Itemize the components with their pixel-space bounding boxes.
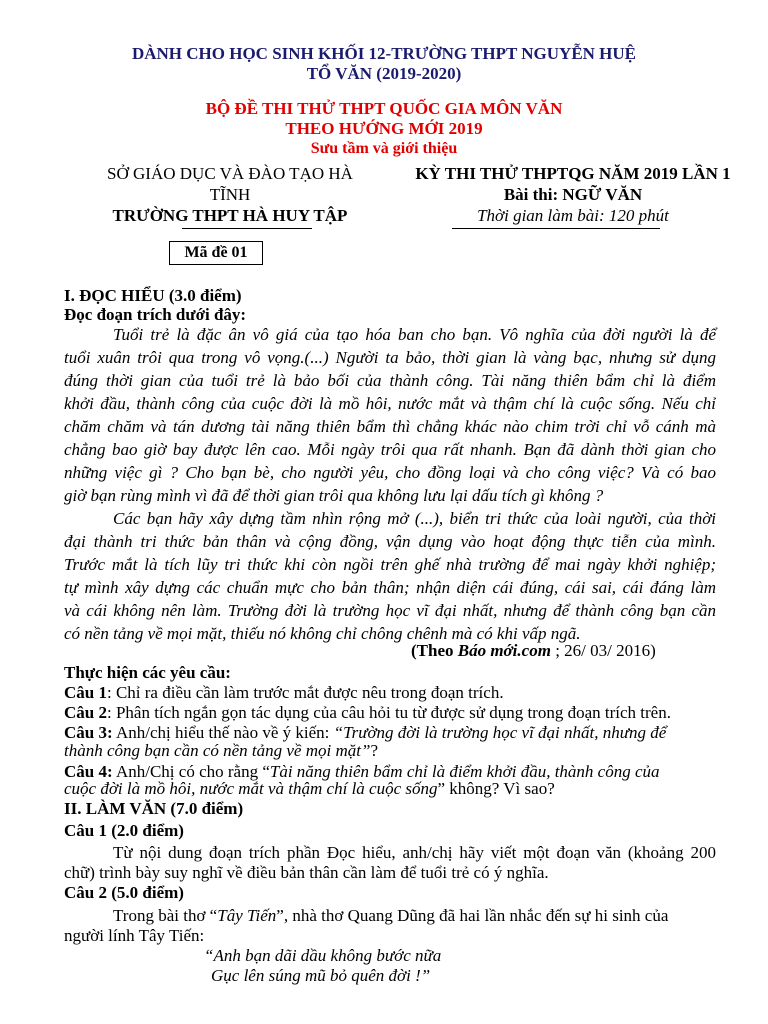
question-3-text: Anh/chị hiểu thế nào về ý kiến: [112,723,334,742]
part2-heading: II. LÀM VĂN (7.0 điểm) [64,799,244,818]
source-name: Báo mới.com [457,641,551,660]
source-citation [411,641,656,661]
poem-line-2: Gục lên súng mũ bỏ quên đời !” [211,966,431,985]
red-subtitle: Sưu tầm và giới thiệu [310,140,458,157]
question-4-quote: Tài năng thiên bẩm chỉ là điểm khởi đầu, thành công của [269,762,660,781]
essay-question-2-label: Câu 2 (5.0 điểm) [64,883,184,902]
question-4-quote-cont: cuộc đời là mồ hôi, nước mắt và thậm chí là cuộc sống [64,779,438,798]
source-suffix: ; 26/ 03/ 2016) [550,641,656,660]
passage-line: Tuổi trẻ là đặc ân vô giá của tạo hóa ban cho bạn. Vô nghĩa của đời người là để [113,325,716,344]
header-line-2: TỔ VĂN (2019-2020) [306,64,462,83]
part1-intro: Đọc đoạn trích dưới đây: [64,305,247,324]
question-3-quote-cont: thành công bạn cần có nền tảng về mọi mặt” [64,741,371,760]
question-4-label: Câu 4: [64,762,113,781]
question-2 [64,703,671,723]
essay-question-2-post: ”, nhà thơ Quang Dũng đã hai lần nhắc đến sự hi sinh của [276,906,669,925]
passage-line: đại thành tri thức bản thân và cộng đồng, vận dụng vào hoạt động thực tiễn của mình. [64,532,716,551]
red-title-2: THEO HƯỚNG MỚI 2019 [285,119,483,138]
passage-line: Các bạn hãy xây dựng tầm nhìn rộng mở (...), biển tri thức của loài người, của thời [113,509,716,528]
passage-line: có nền tảng về mọi mặt, thiếu nó không chỉ chông chênh mà có khi vấp ngã. [64,624,581,643]
exam-subject: Bài thi: NGỮ VĂN [503,185,643,204]
essay-question-2-line-1 [113,906,668,926]
poem-line-1: “Anh bạn dãi dầu không bước nữa [204,946,442,965]
passage-line: chẳng bao giờ bay được lên cao. Mỗi ngày trôi qua rất nhanh. Bạn đã dành thời gian cho [64,440,716,459]
question-1-text: : Chỉ ra điều cần làm trước mắt được nêu trong đoạn trích. [106,683,504,702]
question-3-label: Câu 3: [64,723,113,742]
department-line-2: TĨNH [209,185,251,204]
question-4-cont [64,779,555,799]
source-prefix: (Theo [411,641,458,660]
question-3-cont [64,741,378,761]
essay-question-1-label: Câu 1 (2.0 điểm) [64,821,184,840]
question-2-label: Câu 2 [64,703,107,722]
poem-title: Tây Tiến [217,906,277,925]
question-4-end: ” không? Vì sao? [437,779,555,798]
exam-title: KỲ THI THỬ THPTQG NĂM 2019 LẦN 1 [415,164,731,183]
exam-code-box: Mã đề 01 [169,241,263,265]
passage-line: đúng thời gian của tuổi trẻ là bảo bối của thành công. Tài năng thiên bẩm chỉ là điểm [64,371,716,390]
passage-line: những việc gì ? Cho bạn bè, cho người yêu, cho đồng loại và cho công việc? Và có bao [64,463,716,482]
question-3-quote: “Trường đời là trường học vĩ đại nhất, nhưng để [333,723,667,742]
school-underline [182,228,312,229]
part1-heading: I. ĐỌC HIỂU (3.0 điểm) [64,286,242,305]
question-3-end: ? [370,741,378,760]
passage-line: Trước mắt là tích lũy tri thức khi còn ngồi trên ghế nhà trường để mai ngày khởi nghiệp; [64,555,716,574]
passage-line: tự mình xây dựng các chuẩn mực cho bản thân; nhận diện cái đúng, cái sai, cái đáng làm [64,578,716,597]
red-title-1: BỘ ĐỀ THI THỬ THPT QUỐC GIA MÔN VĂN [205,99,563,118]
exam-time: Thời gian làm bài: 120 phút [477,206,669,225]
passage-line: chăm chăm và tán dương tài năng thiên bẩm thì chẳng khác nào chim trời chỉ vỗ cánh mà [64,417,716,436]
passage-line: giờ bạn rùng mình vì đã để thời gian trôi qua không lưu lại dấu tích gì không ? [64,486,604,505]
passage-line: tuổi xuân trôi qua trong vô vọng.(...) Người ta bảo, thời gian là vàng bạc, nhưng sử dụng [64,348,716,367]
essay-question-2-pre: Trong bài thơ “ [113,906,218,925]
exam-time-underline [452,228,660,229]
school-name: TRƯỜNG THPT HÀ HUY TẬP [112,206,348,225]
passage-line: khởi đầu, thành công của cuộc đời là mồ hôi, nước mắt và thậm chí là cuộc sống. Nếu chỉ [64,394,716,413]
essay-question-1-line-2: chữ) trình bày suy nghĩ về điều bản thân cần làm để tuổi trẻ có ý nghĩa. [64,863,549,882]
header-line-1: DÀNH CHO HỌC SINH KHỐI 12-TRƯỜNG THPT NGUYỄN HUỆ [131,44,637,63]
passage-line: và cái không nên làm. Trường đời là trường học vĩ đại nhất, nhưng để thành công bạn cần [64,601,716,620]
department-line-1: SỞ GIÁO DỤC VÀ ĐÀO TẠO HÀ [107,164,353,183]
essay-question-1-line-1: Từ nội dung đoạn trích phần Đọc hiểu, anh/chị hãy viết một đoạn văn (khoảng 200 [113,843,716,862]
question-1-label: Câu 1 [64,683,107,702]
question-1 [64,683,504,703]
essay-question-2-line-2: người lính Tây Tiến: [64,926,205,945]
question-3 [64,723,666,743]
requirements-heading: Thực hiện các yêu cầu: [64,663,231,682]
question-2-text: : Phân tích ngắn gọn tác dụng của câu hỏi tu từ được sử dụng trong đoạn trích trên. [106,703,671,722]
question-4-text: Anh/Chị có cho rằng “ [112,762,270,781]
